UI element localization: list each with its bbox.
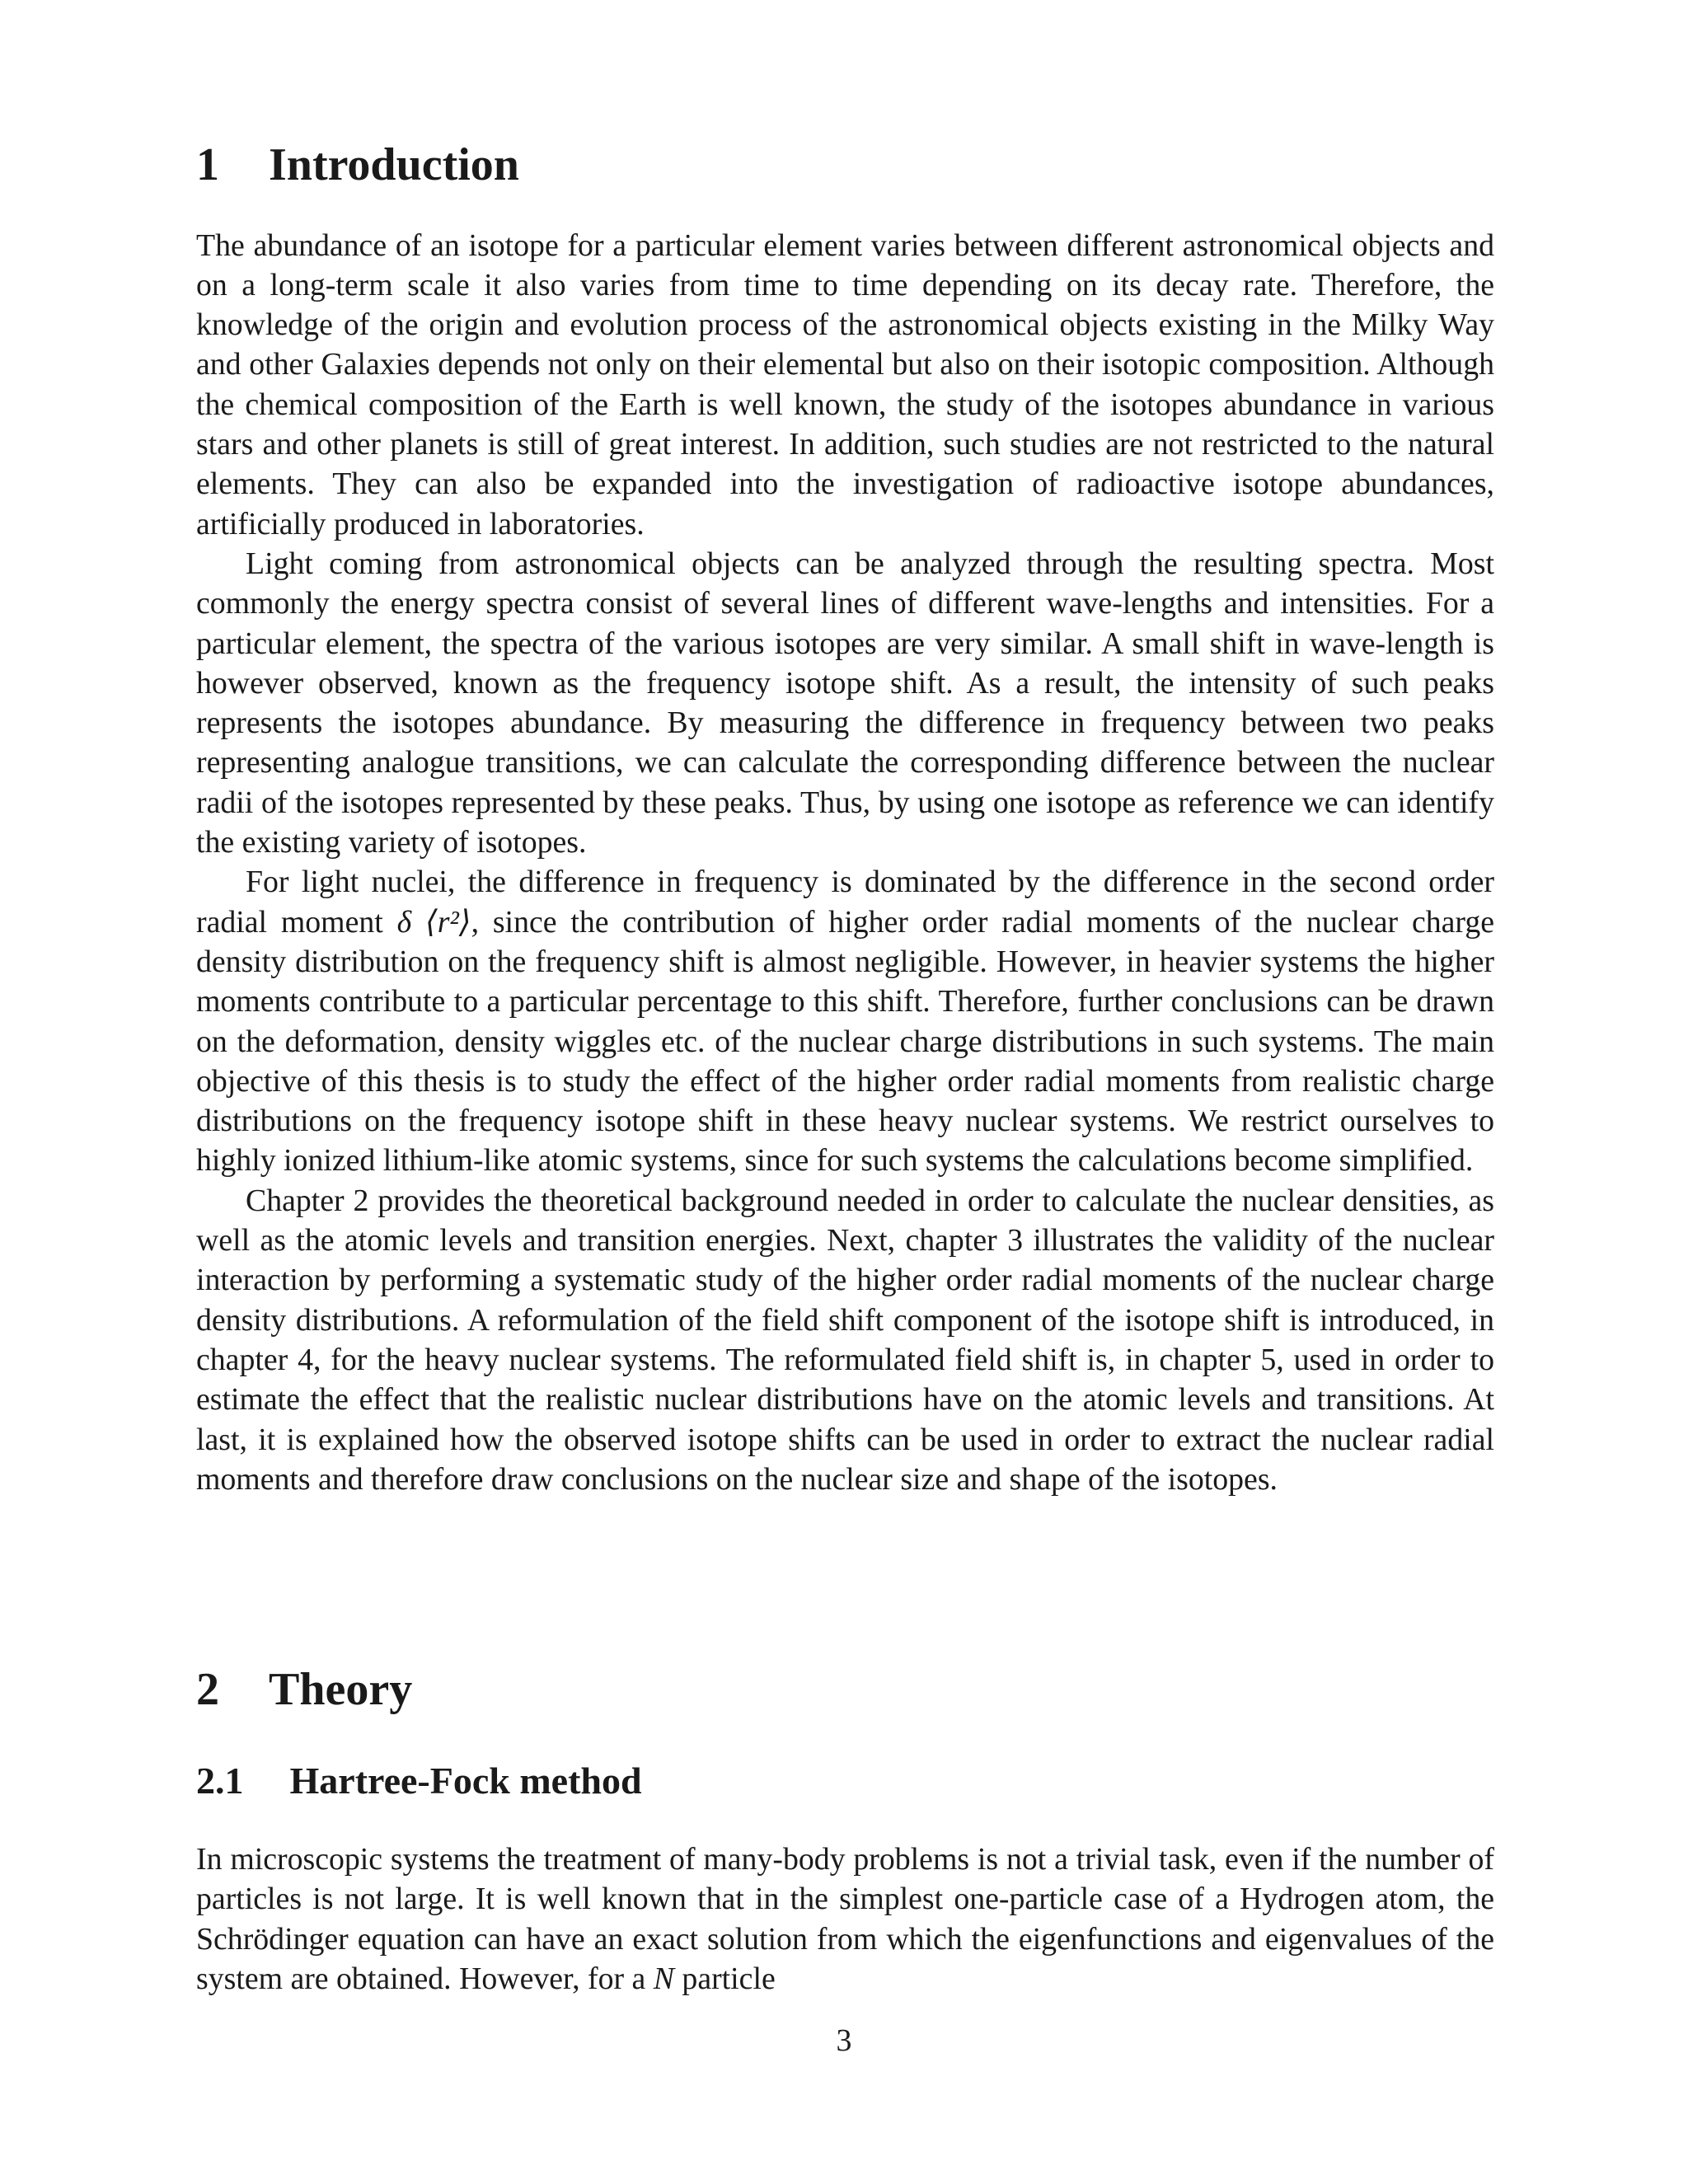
paper-page xyxy=(196,139,1495,1996)
subsection-heading-hartree-fock xyxy=(196,1760,642,1802)
section-heading-introduction xyxy=(196,140,1494,191)
intro-paragraph-3-before: For light nuclei, the difference in frequency is dominated by the difference in the second order radial moment xyxy=(196,865,1494,940)
intro-paragraph-3 xyxy=(196,862,1494,1180)
section-title: Introduction xyxy=(269,139,519,190)
section-number: 1 xyxy=(196,139,219,190)
section-title: Theory xyxy=(269,1664,413,1715)
hartree-fock-paragraph xyxy=(196,1840,1494,1999)
hartree-fock-text-after: particle xyxy=(673,1961,776,1996)
introduction-body xyxy=(196,226,1494,1500)
section-heading-theory xyxy=(196,1665,412,1716)
intro-paragraph-4: Chapter 2 provides the theoretical background needed in order to calculate the nuclear densities, as well as the atomic levels and transition energies. Next, chapter 3 illustrates the validity of the nuclear interaction by performing a systematic study of the higher order radial moments of the nuclear charge density distributions. A reformulation of the field shift component of the isotope shift is introduced, in chapter 4, for the heavy nuclear systems. The reformulated field shift is, in chapter 5, used in order to estimate the effect that the realistic nuclear distributions have on the atomic levels and transitions. At last, it is explained how the observed isotope shifts can be used in order to extract the nuclear radial moments and therefore draw conclusions on the nuclear size and shape of the isotopes. xyxy=(196,1183,1494,1497)
intro-paragraph-1: The abundance of an isotope for a particular element varies between different astronomical objects and on a long-term scale it also varies from time to time depending on its decay rate. Therefore, the knowledge of the origin and evolution process of the astronomical objects existing in the Milky Way and other Galaxies depends not only on their elemental but also on their isotopic composition. Although the chemical composition of the Earth is well known, the study of the isotopes abundance in various stars and other planets is still of great interest. In addition, such studies are not restricted to the natural elements. They can also be expanded into the investigation of radioactive isotope abundances, artificially produced in laboratories. xyxy=(196,227,1494,541)
radial-moment-math: δ ⟨r²⟩ xyxy=(396,904,471,940)
section-number: 2 xyxy=(196,1664,219,1715)
n-particle-math: N xyxy=(653,1961,674,1996)
intro-paragraph-2: Light coming from astronomical objects can be analyzed through the resulting spectra. Most commonly the energy spectra consist of several lines of different wave-lengths and intensities. For a particular element, the spectra of the various isotopes are very similar. A small shift in wave-length is however observed, known as the frequency isotope shift. As a result, the intensity of such peaks represents the isotopes abundance. By measuring the difference in frequency between two peaks representing analogue transitions, we can calculate the corresponding difference between the nuclear radii of the isotopes represented by these peaks. Thus, by using one isotope as reference we can identify the existing variety of isotopes. xyxy=(196,546,1494,860)
page-number: 3 xyxy=(836,2023,852,2058)
hartree-fock-text-before: In microscopic systems the treatment of many-body problems is not a trivial task, even if the number of particles is not large. It is well known that in the simplest one-particle case of a Hydrogen atom, the Schrödinger equation can have an exact solution from which the eigenfunctions and eigenvalues of the system are obtained. However, for a xyxy=(196,1842,1494,1996)
subsection-number: 2.1 xyxy=(196,1760,244,1802)
intro-paragraph-3-after: , since the contribution of higher order radial moments of the nuclear charge density distribution on the frequency shift is almost negligible. However, in heavier systems the higher moments contribute to a particular percentage to this shift. Therefore, further conclusions can be drawn on the deformation, density wiggles etc. of the nuclear charge distributions in such systems. The main objective of this thesis is to study the effect of the higher order radial moments from realistic charge distributions on the frequency isotope shift in these heavy nuclear systems. We restrict ourselves to highly ionized lithium-like atomic systems, since for such systems the calculations become simplified. xyxy=(196,904,1495,1179)
subsection-title: Hartree-Fock method xyxy=(289,1760,642,1802)
